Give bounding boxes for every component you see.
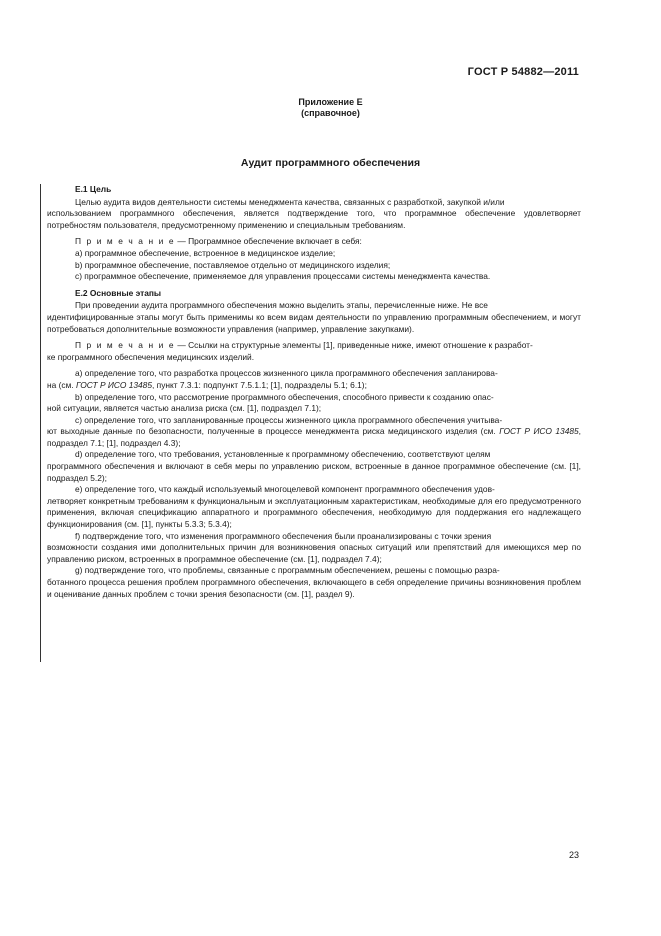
- text-run: ют выходные данные по безопасности, полученные в процессе менеджмента риска медицинского изделия (см.: [47, 426, 500, 437]
- section-e2-paragraph: При проведении аудита программного обеспечения можно выделить этапы, перечисленные ниже. Не все: [75, 300, 488, 311]
- section-e2-paragraph-cont: идентифицированные этапы могут быть применимы ко всем видам деятельности по управлению программным обеспечением, и могут потребоваться дополнительные возможности управления (например, управление закупками).: [47, 311, 581, 334]
- section-heading-e1: Е.1 Цель: [75, 184, 112, 194]
- document-body: [47, 184, 581, 600]
- standard-reference: ГОСТ Р ИСО 13485: [499, 426, 579, 437]
- standard-code: ГОСТ Р 54882—2011: [467, 66, 579, 78]
- list-item-first-line: f) подтверждение того, что изменения программного обеспечения были проанализированы с точки зрения: [75, 530, 492, 541]
- section-heading-e2: Е.2 Основные этапы: [75, 287, 162, 298]
- document-title: Аудит программного обеспечения: [240, 157, 421, 169]
- note-list-item: c) программное обеспечение, применяемое для управления процессами системы менеджмента качества.: [75, 271, 491, 282]
- list-item-continuation: [47, 542, 581, 565]
- section-e1-paragraph: [75, 197, 581, 209]
- section-e2-note: [75, 340, 581, 352]
- note-list: [75, 248, 581, 283]
- audit-steps-list: [47, 368, 581, 600]
- list-item-continuation: [47, 426, 581, 449]
- change-margin-bar: [40, 184, 41, 662]
- note-label: П р и м е ч а н и е: [75, 236, 176, 247]
- paragraph-first-line: Целью аудита видов деятельности системы менеджмента качества, связанных с разработкой, закупкой и/или: [75, 196, 505, 207]
- list-item-continuation: [47, 461, 581, 484]
- list-item-first-line: b) определение того, что рассмотрение программного обеспечения, способного привести к созданию опас-: [75, 391, 494, 402]
- note-text: — Ссылки на структурные элементы [1], приведенные ниже, имеют отношение к разработ-: [175, 340, 533, 351]
- section-e2-note-cont: ке программного обеспечения медицинских изделий.: [47, 351, 255, 362]
- text-run: на (см.: [47, 379, 76, 390]
- text-run: , пункт 7.3.1: подпункт 7.5.1.1; [1], подразделы 5.1; 6.1);: [152, 379, 367, 390]
- annex-heading: [0, 97, 661, 119]
- list-item-first-line: d) определение того, что требования, установленные к программному обеспечению, соответствуют целям: [75, 449, 491, 460]
- text-run: , подраздел 7.1; [1], подраздел 4.3);: [47, 426, 581, 448]
- standard-reference: ГОСТ Р ИСО 13485: [76, 379, 152, 390]
- list-item-first-line: g) подтверждение того, что проблемы, связанные с программным обеспечением, решены с помощью разра-: [75, 565, 500, 576]
- text-run: ботанного процесса решения проблем программного обеспечения, включающего в себя определение причины возникновения проблем и оценивание данных проблем с точки зрения безопасности (см. [1], раздел 9).: [47, 577, 581, 599]
- section-e1-note: [75, 236, 581, 248]
- list-item-continuation: [47, 577, 581, 600]
- annex-note: (справочное): [301, 108, 360, 118]
- list-item-first-line: a) определение того, что разработка процессов жизненного цикла программного обеспечения запланирова-: [75, 368, 498, 379]
- text-run: ной ситуации, является частью анализа риска (см. [1], подраздел 7.1);: [47, 403, 322, 414]
- section-e1-paragraph-cont: использованием программного обеспечения, является подтверждение того, что программное обеспечение удовлетворяет потребностям пользователя, предусмотренному применению и специальным требованиям.: [47, 208, 581, 230]
- note-label: П р и м е ч а н и е: [75, 340, 176, 351]
- note-list-item: b) программное обеспечение, поставляемое отдельно от медицинского изделия;: [75, 259, 391, 270]
- page-number: 23: [568, 850, 579, 860]
- list-item-continuation: [47, 403, 581, 415]
- list-item-continuation: [47, 496, 581, 531]
- list-item-continuation: [47, 380, 581, 392]
- note-list-item: a) программное обеспечение, встроенное в медицинское изделие;: [75, 247, 336, 258]
- note-text: — Программное обеспечение включает в себя:: [175, 236, 362, 247]
- list-item-first-line: e) определение того, что каждый используемый многоцелевой компонент программного обеспечения удов-: [75, 484, 495, 495]
- text-run: летворяет конкретным требованиям к функциональным и эксплуатационным характеристикам, необходимые для его предусмотренного применения, включая спецификацию аппаратного и программного обеспечения, необходимую для поддержания его надлежащего функционирования (см. [1], пункты 5.3.3; 5.3.4);: [47, 495, 581, 530]
- list-item-first-line: c) определение того, что запланированные процессы жизненного цикла программного обеспечения учитыва-: [75, 414, 503, 425]
- annex-label: Приложение Е: [298, 97, 363, 107]
- text-run: программного обеспечения и включают в себя меры по управлению риском, встроенные в данное программное обеспечение (см. [1], подраздел 5.2);: [47, 461, 581, 483]
- text-run: возможности создания ими дополнительных причин для возникновения опасных ситуаций или препятствий для имеющихся мер по управлению риском, встроенных в программное обеспечение (см. [1], подраздел 7.4);: [47, 542, 581, 564]
